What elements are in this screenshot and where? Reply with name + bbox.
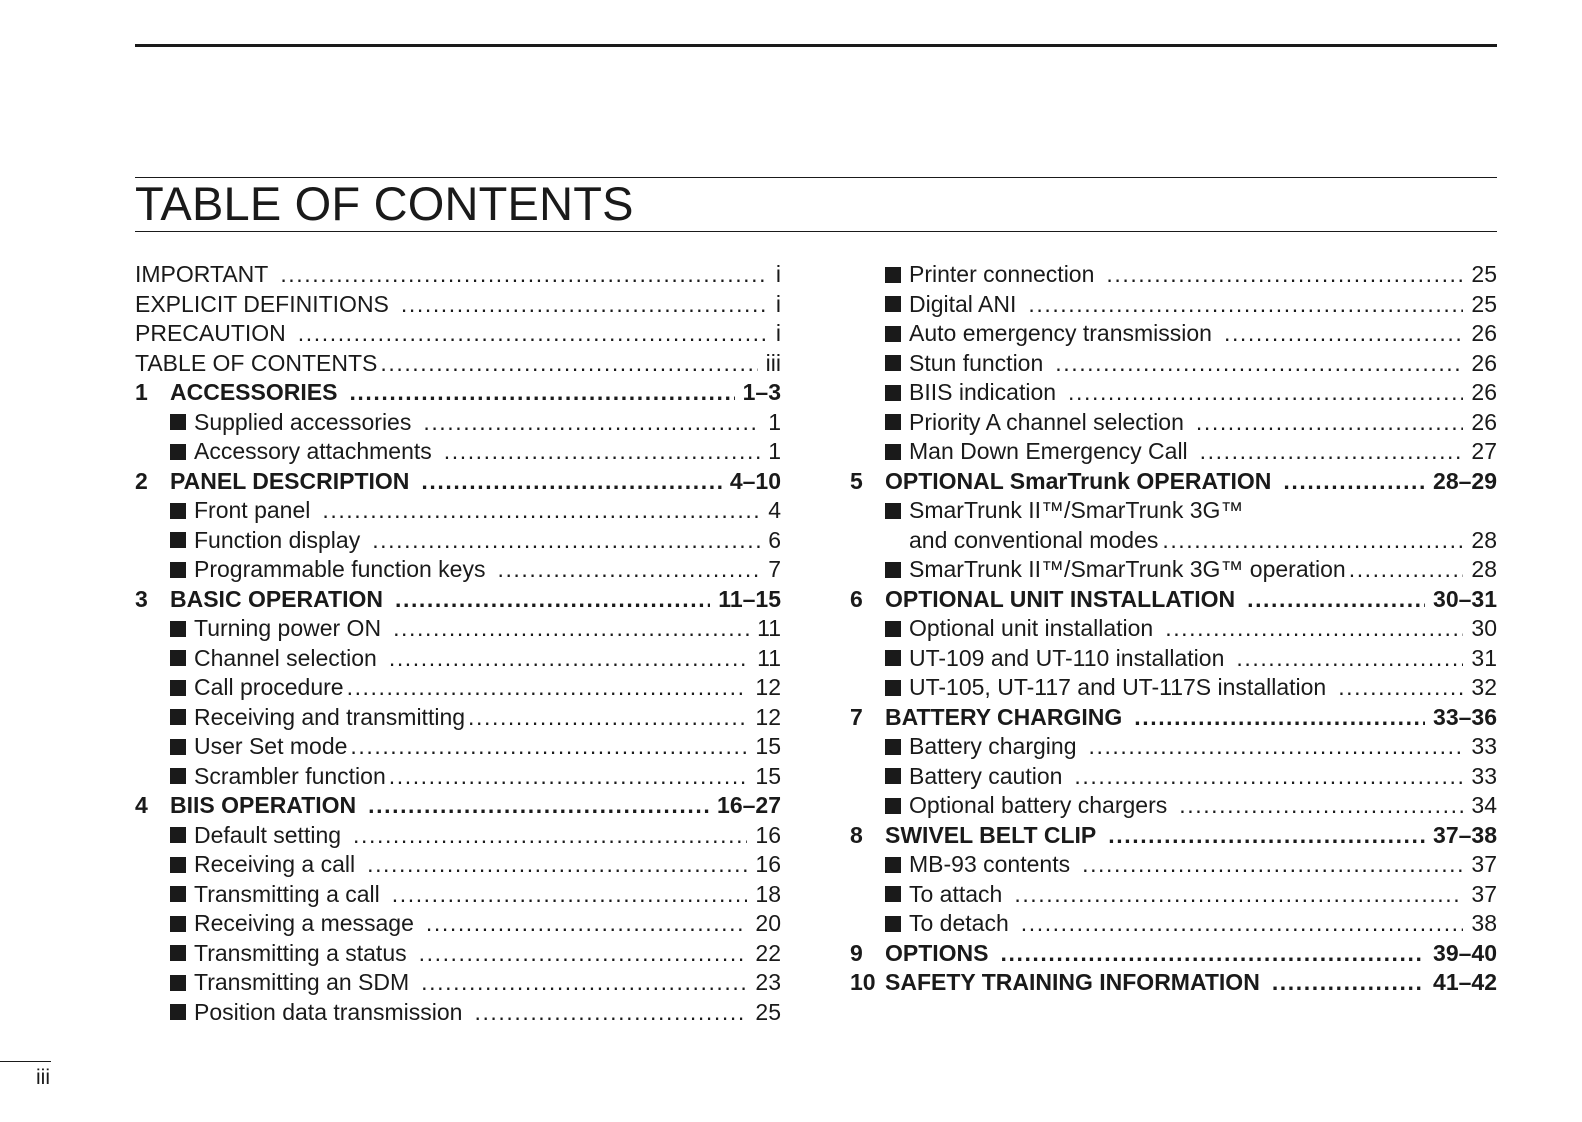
square-bullet-icon (885, 650, 901, 666)
top-rule (135, 44, 1497, 47)
toc-subsection-entry[interactable] (135, 408, 781, 438)
square-bullet-icon (170, 532, 186, 548)
entry-page: 4 (768, 497, 781, 523)
entry-page: 28–29 (1433, 467, 1497, 494)
entry-page: 1 (768, 438, 781, 464)
entry-label: Channel selection (194, 644, 377, 671)
toc-section-entry[interactable] (135, 585, 781, 615)
toc-subsection-entry[interactable] (135, 496, 781, 526)
entry-page: 33 (1471, 733, 1497, 759)
dot-leader (393, 614, 749, 644)
dot-leader (1236, 644, 1463, 674)
dot-leader (419, 939, 748, 969)
square-bullet-icon (170, 444, 186, 460)
dot-leader (1162, 526, 1463, 556)
toc-subsection-entry[interactable] (850, 437, 1497, 467)
square-bullet-icon (885, 621, 901, 637)
dot-leader (1200, 437, 1464, 467)
entry-page: 15 (755, 733, 781, 759)
section-number: 2 (135, 467, 148, 494)
entry-page: 37–38 (1433, 821, 1497, 848)
toc-subsection-entry[interactable] (135, 762, 781, 792)
entry-label: SWIVEL BELT CLIP (885, 821, 1097, 848)
dot-leader (347, 673, 748, 703)
toc-subsection-entry[interactable] (850, 496, 1497, 526)
title-bottom-rule (135, 231, 1497, 232)
entry-page: 25 (755, 998, 781, 1025)
dot-leader (426, 909, 748, 939)
entry-page: 25 (1471, 290, 1497, 317)
square-bullet-icon (885, 414, 901, 430)
toc-subsection-entry[interactable] (135, 880, 781, 910)
square-bullet-icon (170, 680, 186, 696)
dot-leader (1074, 762, 1463, 792)
section-number: 1 (135, 379, 148, 405)
entry-label: Stun function (909, 349, 1044, 376)
entry-page: 18 (755, 880, 781, 907)
entry-label: BIIS indication (909, 379, 1057, 405)
entry-page: i (775, 261, 781, 287)
section-number: 10 (850, 969, 876, 995)
entry-page: 26 (1471, 349, 1497, 376)
toc-right-column (850, 260, 1497, 998)
toc-subsection-entry[interactable] (850, 260, 1497, 290)
square-bullet-icon (885, 916, 901, 932)
entry-page: iii (765, 349, 781, 376)
dot-leader (497, 555, 760, 585)
square-bullet-icon (885, 768, 901, 784)
entry-label: PANEL DESCRIPTION (170, 467, 410, 494)
entry-page: 16–27 (717, 792, 781, 818)
toc-subsection-entry[interactable] (135, 614, 781, 644)
entry-page: 30–31 (1433, 585, 1497, 612)
entry-page: 26 (1471, 320, 1497, 346)
square-bullet-icon (170, 621, 186, 637)
entry-label: Priority A channel selection (909, 408, 1184, 435)
toc-subsection-entry[interactable] (135, 703, 781, 733)
dot-leader (1088, 732, 1463, 762)
square-bullet-icon (170, 562, 186, 578)
section-number: 5 (850, 467, 863, 494)
toc-subsection-entry[interactable] (135, 998, 781, 1028)
toc-section-entry[interactable] (850, 939, 1497, 969)
entry-page: 4–10 (729, 467, 781, 494)
entry-label: Function display (194, 526, 361, 553)
toc-section-entry[interactable] (135, 791, 781, 821)
square-bullet-icon (885, 355, 901, 371)
entry-label: ACCESSORIES (170, 379, 338, 405)
entry-page: 11–15 (718, 585, 781, 612)
entry-page: 33 (1471, 762, 1497, 789)
toc-section-entry[interactable] (850, 467, 1497, 497)
entry-label: UT-105, UT-117 and UT-117S installation (909, 674, 1327, 700)
section-number: 3 (135, 585, 148, 612)
entry-page: 1–3 (742, 379, 781, 405)
square-bullet-icon (885, 739, 901, 755)
square-bullet-icon (170, 886, 186, 902)
entry-label: To detach (909, 910, 1009, 936)
toc-subsection-entry[interactable] (135, 526, 781, 556)
square-bullet-icon (885, 503, 901, 519)
entry-label: SAFETY TRAINING INFORMATION (885, 969, 1260, 995)
entry-page: 12 (755, 674, 781, 700)
entry-page: 28 (1471, 556, 1497, 582)
toc-subsection-entry[interactable] (850, 555, 1497, 585)
dot-leader (1224, 319, 1463, 349)
dot-leader (474, 998, 747, 1028)
entry-label: PRECAUTION (135, 320, 286, 346)
entry-page: 1 (768, 408, 781, 435)
square-bullet-icon (885, 385, 901, 401)
entry-label: UT-109 and UT-110 installation (909, 644, 1225, 671)
entry-page: 6 (768, 526, 781, 553)
entry-page: 12 (755, 703, 781, 730)
dot-leader (1082, 850, 1463, 880)
entry-page: 11 (757, 615, 781, 641)
section-number: 4 (135, 792, 148, 818)
entry-label: OPTIONAL SmarTrunk OPERATION (885, 467, 1272, 494)
toc-subsection-entry[interactable] (850, 909, 1497, 939)
entry-label: Front panel (194, 497, 311, 523)
dot-leader (350, 732, 747, 762)
page-number: iii (36, 1066, 50, 1089)
entry-label: Transmitting a status (194, 939, 407, 966)
entry-label: Receiving a call (194, 851, 356, 877)
toc-subsection-entry[interactable] (850, 319, 1497, 349)
dot-leader (421, 968, 747, 998)
toc-subsection-entry[interactable] (850, 791, 1497, 821)
entry-label: Position data transmission (194, 998, 463, 1025)
square-bullet-icon (885, 444, 901, 460)
entry-page: 23 (755, 969, 781, 995)
dot-leader (349, 378, 734, 408)
entry-label: TABLE OF CONTENTS (135, 349, 378, 376)
dot-leader (1001, 939, 1426, 969)
entry-label: Battery charging (909, 733, 1077, 759)
toc-subsection-entry[interactable] (135, 968, 781, 998)
entry-page: 34 (1471, 792, 1497, 818)
dot-leader (401, 290, 768, 320)
dot-leader (1338, 673, 1463, 703)
square-bullet-icon (885, 857, 901, 873)
dot-leader (1108, 821, 1425, 851)
toc-subsection-entry[interactable] (850, 290, 1497, 320)
dot-leader (423, 408, 760, 438)
entry-label: Accessory attachments (194, 438, 432, 464)
entry-label: Printer connection (909, 261, 1095, 287)
dot-leader (1272, 968, 1425, 998)
toc-subsection-entry[interactable] (135, 909, 781, 939)
dot-leader (1283, 467, 1425, 497)
entry-label: and conventional modes (909, 526, 1159, 553)
square-bullet-icon (170, 739, 186, 755)
entry-page: 33–36 (1433, 703, 1497, 730)
entry-page: 16 (755, 821, 781, 848)
entry-page: 37 (1471, 880, 1497, 907)
section-number: 8 (850, 821, 863, 848)
square-bullet-icon (170, 709, 186, 725)
dot-leader (1068, 378, 1463, 408)
dot-leader (372, 526, 760, 556)
dot-leader (368, 791, 709, 821)
entry-page: 27 (1471, 438, 1497, 464)
square-bullet-icon (885, 886, 901, 902)
entry-label: Scrambler function (194, 762, 386, 789)
footer-rule (0, 1061, 51, 1062)
entry-page: 26 (1471, 379, 1497, 405)
square-bullet-icon (170, 503, 186, 519)
dot-leader (392, 880, 748, 910)
dot-leader (468, 703, 747, 733)
toc-section-entry[interactable] (135, 467, 781, 497)
square-bullet-icon (170, 768, 186, 784)
dot-leader (444, 437, 760, 467)
entry-label: To attach (909, 880, 1003, 907)
entry-page: 22 (755, 939, 781, 966)
entry-page: 7 (768, 556, 781, 582)
entry-label: Man Down Emergency Call (909, 438, 1188, 464)
square-bullet-icon (170, 975, 186, 991)
entry-label: Supplied accessories (194, 408, 412, 435)
entry-label: BASIC OPERATION (170, 585, 383, 612)
toc-subsection-entry[interactable] (135, 850, 781, 880)
toc-subsection-entry[interactable] (850, 673, 1497, 703)
dot-leader (1021, 909, 1464, 939)
entry-label: IMPORTANT (135, 261, 269, 287)
toc-subsection-continuation[interactable] (850, 526, 1497, 556)
section-number: 6 (850, 585, 863, 612)
entry-label: User Set mode (194, 733, 348, 759)
entry-label: Receiving and transmitting (194, 703, 466, 730)
entry-label: Optional unit installation (909, 615, 1154, 641)
entry-label: SmarTrunk II™/SmarTrunk 3G™ operation (909, 556, 1346, 582)
entry-page: 16 (755, 851, 781, 877)
entry-page: 25 (1471, 261, 1497, 287)
toc-section-entry[interactable] (850, 821, 1497, 851)
dot-leader (1165, 614, 1463, 644)
toc-subsection-entry[interactable] (850, 644, 1497, 674)
square-bullet-icon (170, 1004, 186, 1020)
entry-label: SmarTrunk II™/SmarTrunk 3G™ (909, 497, 1244, 523)
toc-subsection-entry[interactable] (850, 614, 1497, 644)
dot-leader (1196, 408, 1464, 438)
entry-label: MB-93 contents (909, 851, 1071, 877)
entry-label: Transmitting a call (194, 880, 380, 907)
dot-leader (1179, 791, 1463, 821)
square-bullet-icon (170, 414, 186, 430)
toc-subsection-entry[interactable] (850, 732, 1497, 762)
square-bullet-icon (885, 267, 901, 283)
entry-label: Default setting (194, 821, 342, 848)
square-bullet-icon (170, 827, 186, 843)
entry-label: Call procedure (194, 674, 344, 700)
dot-leader (389, 644, 749, 674)
entry-page: 20 (755, 910, 781, 936)
toc-front-matter-entry[interactable] (135, 260, 781, 290)
dot-leader (1134, 703, 1425, 733)
entry-page: 28 (1471, 526, 1497, 553)
square-bullet-icon (170, 650, 186, 666)
dot-leader (395, 585, 710, 615)
entry-page: 15 (755, 762, 781, 789)
entry-page: i (775, 320, 781, 346)
square-bullet-icon (885, 296, 901, 312)
entry-label: Transmitting an SDM (194, 969, 410, 995)
dot-leader (389, 762, 748, 792)
toc-subsection-entry[interactable] (135, 821, 781, 851)
entry-label: OPTIONAL UNIT INSTALLATION (885, 585, 1236, 612)
toc-subsection-entry[interactable] (850, 762, 1497, 792)
toc-subsection-entry[interactable] (135, 939, 781, 969)
entry-label: BIIS OPERATION (170, 792, 357, 818)
dot-leader (322, 496, 760, 526)
section-number: 9 (850, 939, 863, 966)
dot-leader (1247, 585, 1425, 615)
entry-page: 38 (1471, 910, 1497, 936)
entry-label: Optional battery chargers (909, 792, 1168, 818)
toc-subsection-entry[interactable] (850, 880, 1497, 910)
toc-subsection-entry[interactable] (850, 378, 1497, 408)
dot-leader (298, 319, 768, 349)
section-number: 7 (850, 703, 863, 730)
toc-front-matter-entry[interactable] (135, 290, 781, 320)
dot-leader (367, 850, 747, 880)
entry-page: 11 (757, 644, 781, 671)
toc-subsection-entry[interactable] (135, 673, 781, 703)
entry-page: 30 (1471, 615, 1497, 641)
toc-subsection-entry[interactable] (135, 555, 781, 585)
entry-page: 26 (1471, 408, 1497, 435)
square-bullet-icon (170, 945, 186, 961)
dot-leader (1349, 555, 1464, 585)
entry-label: EXPLICIT DEFINITIONS (135, 290, 389, 317)
entry-label: Digital ANI (909, 290, 1017, 317)
square-bullet-icon (170, 916, 186, 932)
toc-subsection-entry[interactable] (850, 850, 1497, 880)
toc-left-column (135, 260, 781, 1027)
page-title: TABLE OF CONTENTS (135, 177, 634, 230)
toc-section-entry[interactable] (850, 968, 1497, 998)
dot-leader (1028, 290, 1463, 320)
toc-subsection-entry[interactable] (850, 408, 1497, 438)
dot-leader (380, 349, 757, 379)
square-bullet-icon (885, 798, 901, 814)
entry-page: i (775, 290, 781, 317)
dot-leader (353, 821, 747, 851)
entry-page: 39–40 (1433, 939, 1497, 966)
entry-page: 37 (1471, 851, 1497, 877)
square-bullet-icon (885, 680, 901, 696)
entry-label: Programmable function keys (194, 556, 486, 582)
toc-subsection-entry[interactable] (135, 732, 781, 762)
dot-leader (1055, 349, 1463, 379)
toc-subsection-entry[interactable] (135, 437, 781, 467)
entry-label: Battery caution (909, 762, 1063, 789)
entry-label: Turning power ON (194, 615, 382, 641)
toc-front-matter-entry[interactable] (135, 319, 781, 349)
entry-label: Auto emergency transmission (909, 320, 1212, 346)
toc-section-entry[interactable] (850, 585, 1497, 615)
dot-leader (1014, 880, 1463, 910)
entry-label: BATTERY CHARGING (885, 703, 1123, 730)
dot-leader (280, 260, 768, 290)
square-bullet-icon (885, 326, 901, 342)
square-bullet-icon (170, 857, 186, 873)
square-bullet-icon (885, 562, 901, 578)
toc-front-matter-entry[interactable] (135, 349, 781, 379)
entry-page: 41–42 (1433, 969, 1497, 995)
entry-label: OPTIONS (885, 939, 989, 966)
toc-section-entry[interactable] (850, 703, 1497, 733)
dot-leader (421, 467, 721, 497)
dot-leader (1106, 260, 1463, 290)
toc-section-entry[interactable] (135, 378, 781, 408)
entry-page: 32 (1471, 674, 1497, 700)
entry-page: 31 (1471, 644, 1497, 671)
toc-subsection-entry[interactable] (135, 644, 781, 674)
toc-subsection-entry[interactable] (850, 349, 1497, 379)
entry-label: Receiving a message (194, 910, 414, 936)
